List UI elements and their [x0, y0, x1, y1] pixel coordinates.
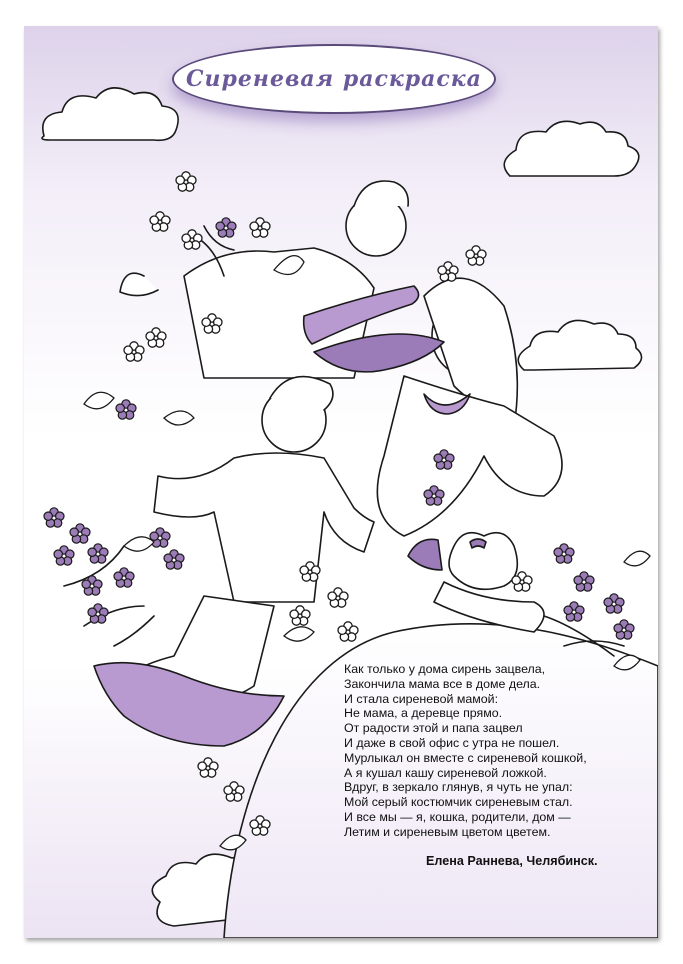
coloring-page [24, 26, 658, 938]
poem-line: Как только у дома сирень зацвела, [344, 662, 546, 676]
poem-line: От радости этой и папа зацвел [344, 721, 523, 736]
poem-line: Мой серый костюмчик сиреневым стал. [344, 795, 573, 810]
poem-line: А я кушал кашу сиреневой ложкой. [344, 765, 547, 780]
poem-line: Летим и сиреневым цветом цветем. [344, 824, 551, 839]
cloud-left [42, 88, 178, 140]
poem-line: И все мы — я, кошка, родители, дом — [344, 809, 571, 824]
branch-left [64, 546, 154, 646]
poem-line: Вдруг, в зеркало глянув, я чуть не упал: [344, 780, 573, 795]
poem-line: Не мама, а деревце прямо. [344, 706, 503, 721]
poem-line: Мурлыкал он вместе с сиреневой кошкой, [344, 750, 587, 765]
cloud-right-top [504, 121, 639, 176]
page-title: Сиреневая раскраска [186, 66, 482, 92]
title-badge [172, 44, 496, 114]
poem-author: Елена Раннева, Челябинск. [426, 854, 598, 868]
mother-figure [377, 278, 562, 536]
cloud-right-mid [518, 320, 641, 370]
poem-line: И даже в свой офис с утра не пошел. [344, 735, 560, 750]
poem-line: Закончила мама все в доме дела. [344, 676, 541, 691]
poem-line: И стала сиреневой мамой: [344, 691, 499, 706]
poem [344, 662, 654, 840]
